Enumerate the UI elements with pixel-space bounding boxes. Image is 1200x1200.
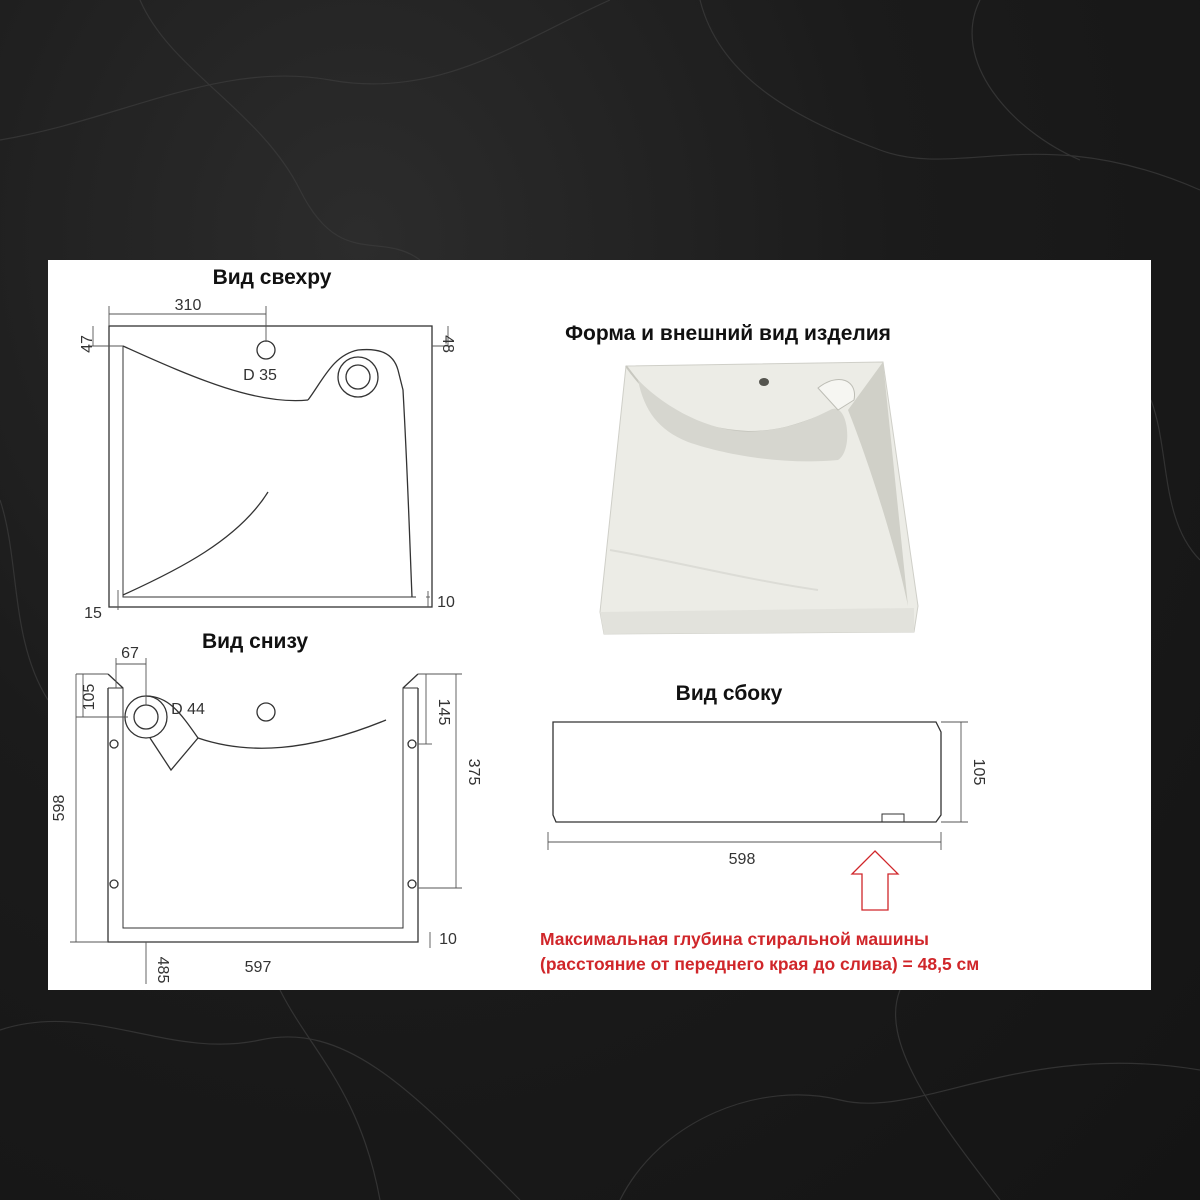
dim-105-side: 105: [970, 758, 987, 786]
dim-10-top: 10: [437, 594, 455, 611]
bottom-view-basin-curve: [198, 720, 386, 748]
dim-67: 67: [121, 645, 139, 662]
dim-485: 485: [154, 956, 171, 984]
product-view: [565, 322, 918, 634]
dim-598-depth: 598: [51, 794, 68, 822]
dim-48: 48: [439, 335, 456, 353]
technical-drawing: [48, 260, 1151, 990]
note-line-2: (расстояние от переднего края до слива) = 48,5 см: [540, 954, 980, 974]
dim-145: 145: [435, 698, 452, 726]
drawing-sheet: [48, 260, 1151, 990]
dim-15: 15: [84, 605, 102, 622]
top-view-overflow-ring: [338, 357, 378, 397]
top-view-faucet-hole: [257, 341, 275, 359]
top-view: [79, 266, 456, 622]
dim-375: 375: [465, 758, 482, 786]
note-line-1: Максимальная глубина стиральной машины: [540, 929, 929, 949]
drain-arrow-icon: [852, 851, 898, 910]
bottom-view: [51, 630, 482, 984]
dim-10-bottom: 10: [439, 931, 457, 948]
basin-render: [600, 362, 918, 634]
side-view-outline: [553, 722, 941, 822]
top-view-basin-curve: [123, 346, 308, 401]
bottom-view-title: Вид снизу: [201, 630, 309, 653]
dim-d44: D 44: [171, 701, 205, 718]
dim-105-bottom: 105: [81, 683, 98, 711]
dim-310: 310: [174, 297, 202, 314]
bottom-view-faucet-hole: [257, 703, 275, 721]
top-view-title: Вид свехру: [212, 266, 332, 289]
dim-597: 597: [244, 959, 272, 976]
dim-598-side: 598: [728, 851, 756, 868]
dim-d35: D 35: [243, 367, 277, 384]
dim-47: 47: [79, 335, 96, 353]
side-view-title: Вид сбоку: [675, 682, 783, 705]
product-view-title: Форма и внешний вид изделия: [565, 322, 891, 345]
side-view: [548, 682, 987, 910]
